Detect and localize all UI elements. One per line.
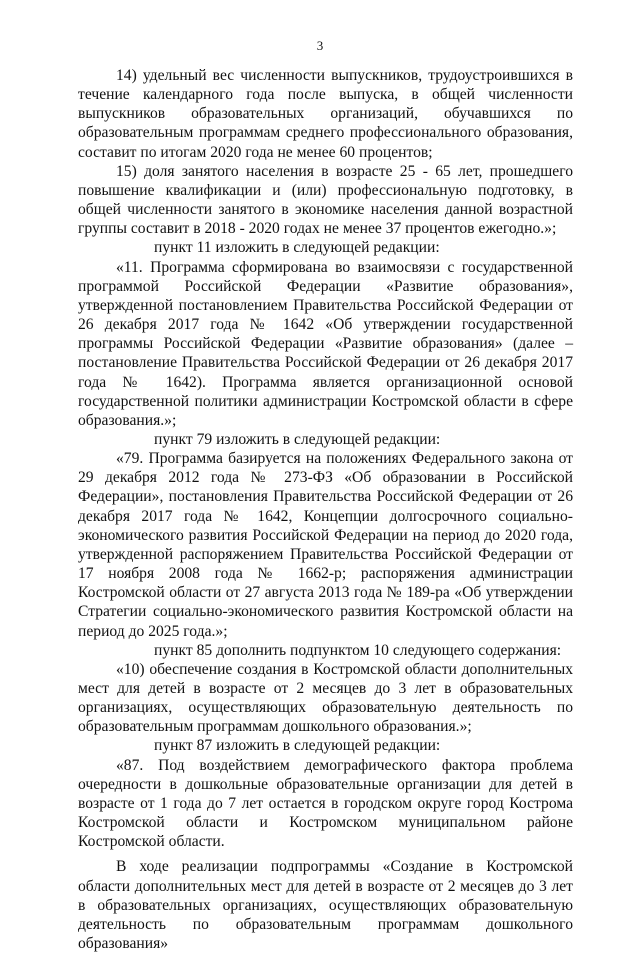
paragraph-instruction-point-85: пункт 85 дополнить подпунктом 10 следующего содержания:	[154, 641, 562, 659]
paragraph-instruction-point-11: пункт 11 изложить в следующей редакции:	[154, 239, 440, 257]
paragraph-item-15: 15) доля занятого населения в возрасте 25 - 65 лет, прошедшего повышение квалификации и (или) профессиональную подготовку, в общей численности занятого в экономике населения данной возрастной группы составит в 2018 - 2020 годах не менее 37 процентов ежегодно.»;	[78, 162, 573, 238]
paragraph-item-14: 14) удельный вес численности выпускников, трудоустроившихся в течение календарного года после выпуска, в общей численности выпускников образовательных организаций, обучавшихся по образовательным программам среднего профессионального образования, составит по итогам 2020 года не менее 60 процентов;	[78, 67, 573, 161]
paragraph-point-11-text: «11. Программа сформирована во взаимосвязи с государственной программой Российской Федерации «Развитие образования», утвержденной постановлением Правительства Российской Федерации от 26 декабря 2017 года № 1642 «Об утверждении государственной программы Российской Федерации «Развитие образования» (далее – постановление Правительства Российской Федерации от 26 декабря 2017 года № 1642). Программа является организационной основой государственной политики администрации Костромской области в сфере образования.»;	[78, 258, 573, 429]
paragraph-instruction-point-79: пункт 79 изложить в следующей редакции:	[154, 430, 441, 448]
paragraph-point-79-text: «79. Программа базируется на положениях Федерального закона от 29 декабря 2012 года № 273-ФЗ «Об образовании в Российской Федерации», постановления Правительства Российской Федерации от 26 декабря 2017 года № 1642, Концепции долгосрочного социально-экономического развития Российской Федерации на период до 2020 года, утвержденной распоряжением Правительства Российской Федерации от 17 ноября 2008 года № 1662-р; распоряжения администрации Костромской области от 27 августа 2013 года № 189-ра «Об утверждении Стратегии социально-экономического развития Костромской области на период до 2025 года.»;	[78, 450, 573, 640]
page-number: 3	[316, 38, 324, 53]
paragraph-subprogram-implementation: В ходе реализации подпрограммы «Создание в Костромской области дополнительных мест для детей в возрасте от 2 месяцев до 3 лет в образовательных организациях, осуществляющих образовательную деятельность по образовательным программам дошкольного образования»	[78, 858, 573, 953]
document-body	[78, 66, 573, 953]
paragraph-instruction-point-87: пункт 87 изложить в следующей редакции:	[154, 737, 441, 755]
paragraph-point-87-text: «87. Под воздействием демографического фактора проблема очередности в дошкольные образовательные организации для детей в возрасте от 1 года до 7 лет остается в городском округе город Кострома Костромской области и Костромском муниципальном районе Костромской области.	[78, 756, 573, 851]
paragraph-point-85-subitem-10: «10) обеспечение создания в Костромской области дополнительных мест для детей в возрасте от 2 месяцев до 3 лет в образовательных организациях, осуществляющих образовательную деятельность по образовательным программам дошкольного образования.»;	[78, 660, 573, 736]
